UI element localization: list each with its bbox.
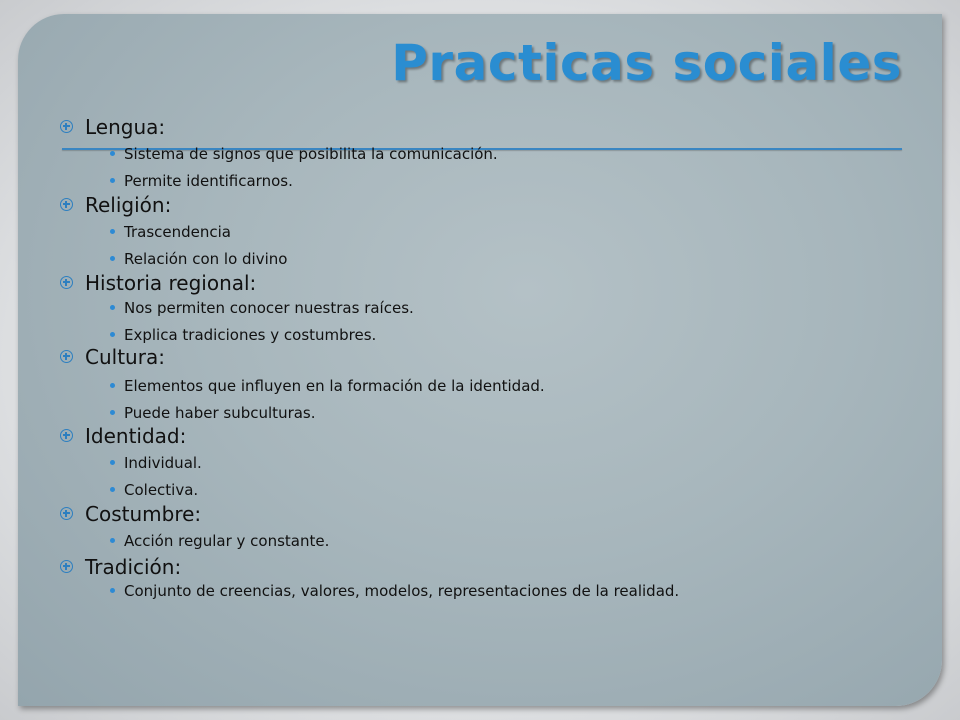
bullet-dot-icon: [110, 487, 115, 492]
circle-plus-bullet-icon: [60, 350, 73, 363]
section-item-text: Individual.: [124, 454, 202, 472]
section-item-text: Relación con lo divino: [124, 250, 288, 268]
bullet-dot-icon: [110, 410, 115, 415]
bullet-dot-icon: [110, 383, 115, 388]
section-item: [110, 223, 231, 241]
bullet-dot-icon: [110, 178, 115, 183]
section-item: [110, 404, 316, 422]
section-heading: [60, 345, 165, 369]
section-item: [110, 172, 293, 190]
section-item: [110, 299, 414, 317]
section-item-text: Explica tradiciones y costumbres.: [124, 326, 377, 344]
section-item-text: Acción regular y constante.: [124, 532, 330, 550]
section-item-text: Nos permiten conocer nuestras raíces.: [124, 299, 414, 317]
section-heading-text: Religión:: [85, 193, 172, 217]
bullet-dot-icon: [110, 229, 115, 234]
section-heading: [60, 115, 165, 139]
circle-plus-bullet-icon: [60, 560, 73, 573]
section-item-text: Permite identificarnos.: [124, 172, 293, 190]
section-heading: [60, 193, 171, 217]
section-heading-text: Cultura:: [85, 345, 165, 369]
circle-plus-bullet-icon: [60, 198, 73, 211]
bullet-dot-icon: [110, 538, 115, 543]
section-heading-text: Tradición:: [85, 555, 182, 579]
section-item-text: Trascendencia: [124, 223, 231, 241]
section-item: [110, 532, 329, 550]
circle-plus-bullet-icon: [60, 507, 73, 520]
section-heading-text: Lengua:: [85, 115, 166, 139]
circle-plus-bullet-icon: [60, 120, 73, 133]
section-heading-text: Costumbre:: [85, 502, 202, 526]
section-item: [110, 481, 198, 499]
section-heading-text: Identidad:: [85, 424, 187, 448]
bullet-dot-icon: [110, 256, 115, 261]
bullet-dot-icon: [110, 460, 115, 465]
circle-plus-bullet-icon: [60, 429, 73, 442]
slide-title: Practicas sociales: [391, 34, 902, 92]
bullet-dot-icon: [110, 305, 115, 310]
bullet-dot-icon: [110, 332, 115, 337]
section-item: [110, 326, 376, 344]
section-item: [110, 582, 679, 600]
section-heading: [60, 502, 201, 526]
circle-plus-bullet-icon: [60, 276, 73, 289]
section-item-text: Sistema de signos que posibilita la comunicación.: [124, 145, 498, 163]
section-item: [110, 145, 498, 163]
section-item: [110, 377, 545, 395]
section-heading: [60, 555, 181, 579]
bullet-dot-icon: [110, 588, 115, 593]
section-heading: [60, 271, 256, 295]
bullet-dot-icon: [110, 151, 115, 156]
section-item: [110, 250, 287, 268]
section-heading-text: Historia regional:: [85, 271, 257, 295]
section-item: [110, 454, 202, 472]
section-heading: [60, 424, 186, 448]
section-item-text: Elementos que influyen en la formación de la identidad.: [124, 377, 545, 395]
section-item-text: Colectiva.: [124, 481, 199, 499]
section-item-text: Conjunto de creencias, valores, modelos, representaciones de la realidad.: [124, 582, 680, 600]
section-item-text: Puede haber subculturas.: [124, 404, 316, 422]
